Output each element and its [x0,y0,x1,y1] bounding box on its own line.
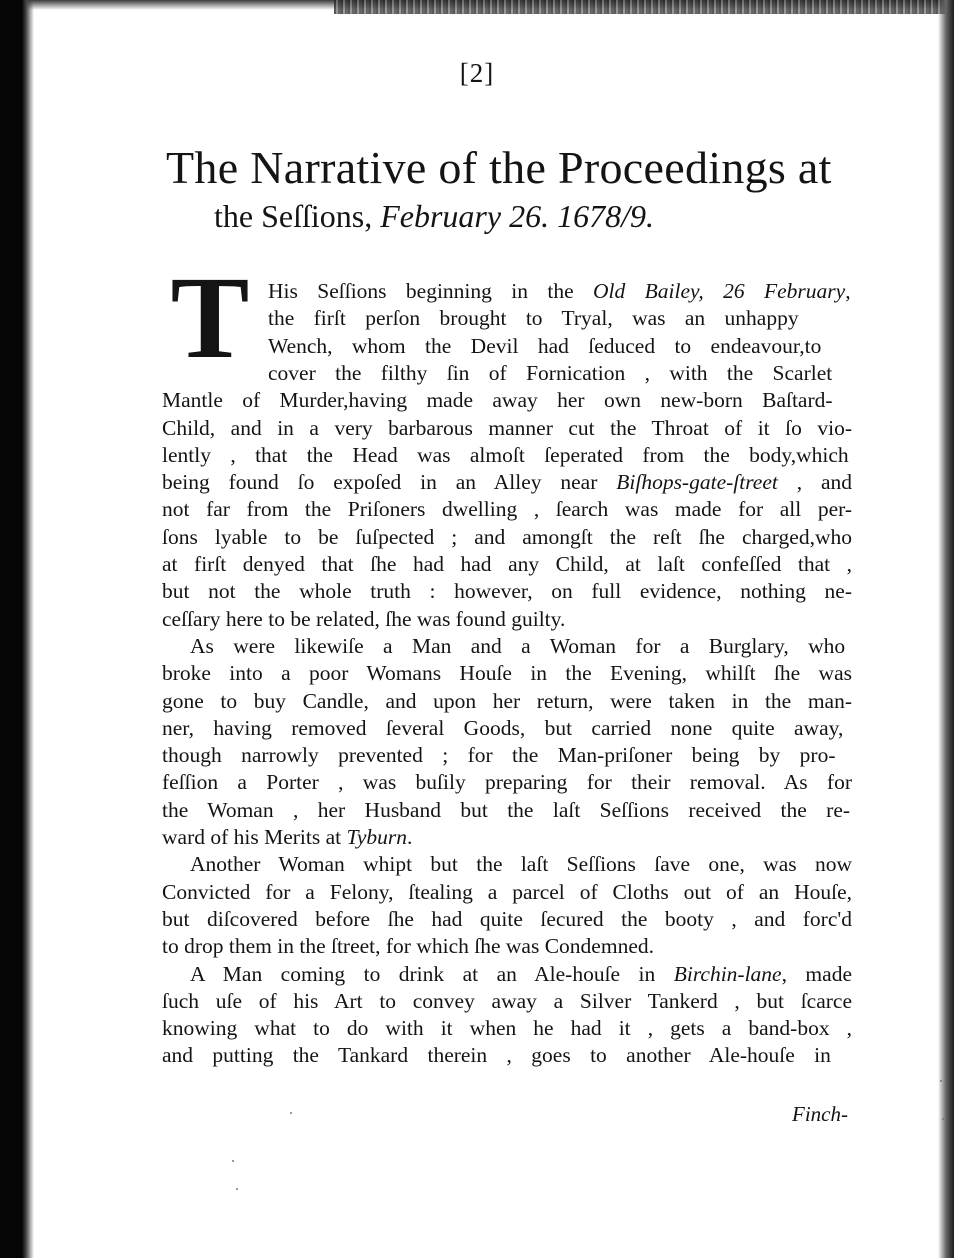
body-line-segment: , made [781,961,852,986]
body-line [162,415,852,442]
body-line-italic: Old Bailey, 26 February [593,279,846,303]
body-line-segment: the firſt perſon brought to Tryal, was an unhappy [268,306,799,331]
body-line-segment: ſons lyable to be ſuſpected ; and amongſt the reſt ſhe charged,who [162,524,852,549]
body-line-segment: being found ſo expoſed in an Alley near [162,470,617,495]
scan-speck [940,1080,942,1082]
body-line [162,551,852,578]
body-line [162,769,852,796]
body-line [162,606,565,633]
body-line [162,988,852,1015]
body-line-segment: . [407,825,413,849]
body-line [162,1042,831,1069]
catchword: Finch- [792,1102,848,1126]
title-line-2 [214,196,654,236]
body-line-segment: cover the filthy ſin of Fornication , with the Scarlet [268,360,833,385]
body-line-segment: but not the whole truth : however, on full evidence, nothing ne- [162,579,852,604]
body-line [162,387,833,414]
body-line-segment: broke into a poor Womans Houſe in the Evening, whilſt ſhe was [162,661,852,686]
body-line-segment: As were likewiſe a Man and a Woman for a Burglary, who [190,633,846,658]
body-line-segment: knowing what to do with it when he had it , gets a band-box , [162,1016,852,1041]
body-line [268,305,799,332]
scan-right-border [938,0,954,1258]
scan-speck [236,1188,238,1190]
body-line [162,524,852,551]
body-line-segment: feſſion a Porter , was buſily preparing for their removal. As for [162,770,852,795]
body-line-segment: , [845,279,851,303]
body-line-segment: but diſcovered before ſhe had quite ſecured the booty , and forc'd [162,906,852,931]
body-line-segment: lently , that the Head was almoſt ſeperated from the body,which [162,442,849,467]
title-line-2-date: February 26. 1678/9. [380,198,654,234]
body-line-segment: to drop them in the ſtreet, for which ſhe was Condemned. [162,934,654,959]
body-line [162,688,852,715]
scan-left-border [0,0,34,1258]
body-line [162,496,852,523]
body-line-segment: ceſſary here to be related, ſhe was found guilty. [162,606,566,631]
body-line-segment: ward of his Merits at [162,825,347,849]
scan-speck [942,1118,944,1120]
body-line-segment: ner, having removed ſeveral Goods, but carried none quite away, [162,715,844,740]
title-line-2-plain: the Seſſions, [214,198,373,234]
body-line [162,1015,852,1042]
body-line [162,742,836,769]
scan-top-noise [334,0,954,14]
body-line-italic: Birchin-lane [673,961,782,986]
body-line [190,961,852,988]
body-line-italic: Tyburn [346,825,408,849]
body-line [190,633,845,660]
body-line-segment: not far from the Priſoners dwelling , ſearch was made for all per- [162,497,852,522]
body-line [162,824,412,851]
body-line-segment: though narrowly prevented ; for the Man-priſoner being by pro- [162,743,836,768]
body-line-segment: Convicted for a Felony, ſtealing a parcel of Cloths out of an Houſe, [162,879,852,904]
body-line-segment: , and [777,470,852,495]
body-line-segment: and putting the Tankard therein , goes to another Ale-houſe in [162,1043,831,1068]
drop-cap: T [170,252,250,383]
body-line [162,797,850,824]
body-line-segment: gone to buy Candle, and upon her return, were taken in the man- [162,688,852,713]
scan-speck [290,1112,292,1114]
body-line [190,851,852,878]
body-line [268,278,851,305]
body-line-segment: Wench, whom the Devil had ſeduced to endeavour,to [268,333,822,358]
body-line-segment: A Man coming to drink at an Ale-houſe in [190,961,674,986]
body-line [162,879,852,906]
body-line-segment: Mantle of Murder,having made away her own new-born Baſtard- [162,388,833,413]
body-line-segment: ſuch uſe of his Art to convey away a Silver Tankerd , but ſcarce [162,988,852,1013]
scan-speck [232,1160,234,1162]
body-line [268,360,832,387]
body-line [162,578,852,605]
body-line-italic: Biſhops-gate-ſtreet [616,470,778,495]
body-line [268,333,821,360]
title-line-1: The Narrative of the Proceedings at [166,142,832,193]
body-line-segment: Another Woman whipt but the laſt Seſſions ſave one, was now [190,852,852,877]
body-line [162,469,852,496]
body-line [162,715,843,742]
body-line [162,933,654,960]
body-line-segment: at firſt denyed that ſhe had had any Child, at laſt confeſſed that , [162,552,852,576]
body-line [162,660,852,687]
body-line-segment: Child, and in a very barbarous manner cut the Throat of it ſo vio- [162,415,852,440]
body-line-segment: the Woman , her Husband but the laſt Seſſions received the re- [162,797,851,822]
body-line [162,442,849,469]
page-number: [2] [459,58,495,88]
body-line [162,906,852,933]
body-line-segment: His Seſſions beginning in the [268,279,594,303]
